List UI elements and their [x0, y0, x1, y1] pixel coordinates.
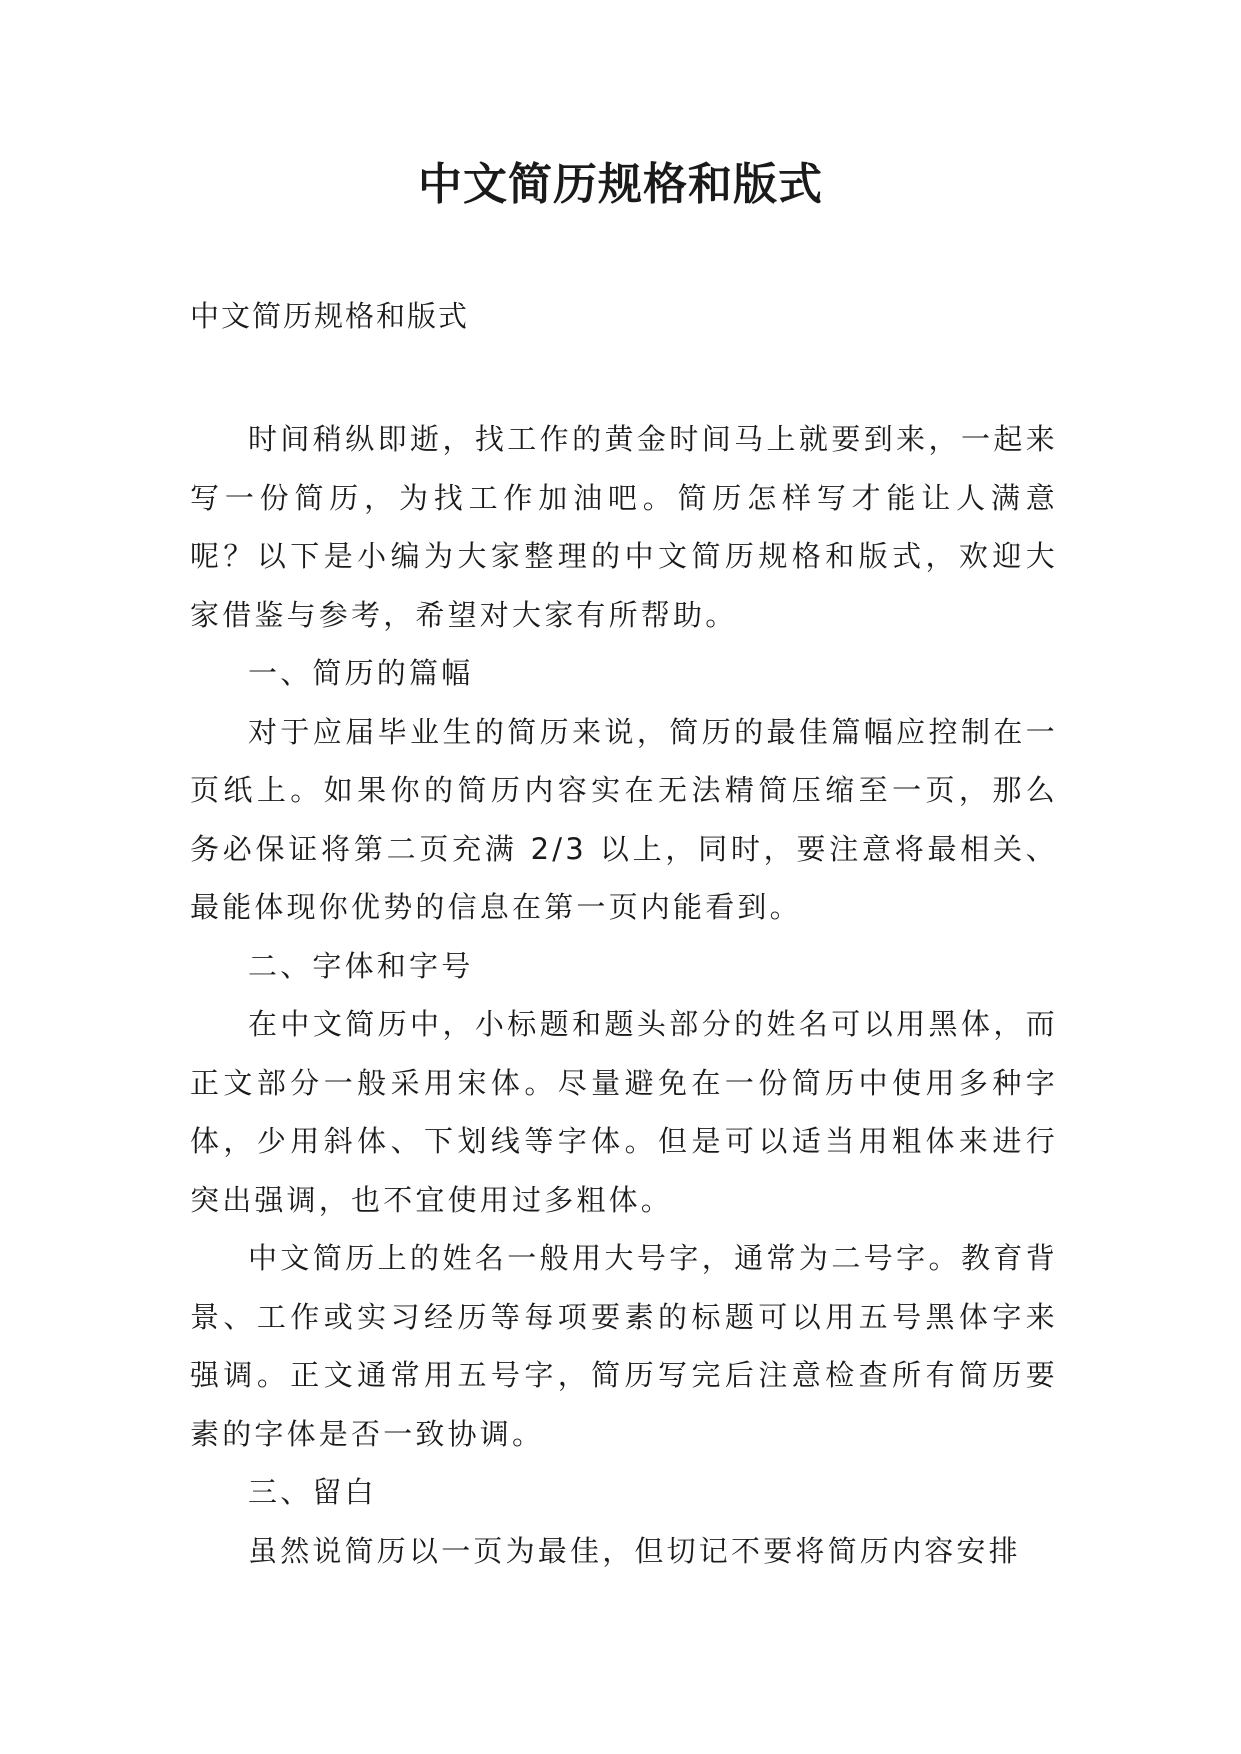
whitespace-paragraph: 虽然说简历以一页为最佳，但切记不要将简历内容安排 [248, 1533, 1021, 1568]
intro-paragraph: 时间稍纵即逝，找工作的黄金时间马上就要到来，一起来写一份简历，为找工作加油吧。简历怎样写才能让人满意呢？以下是小编为大家整理的中文简历规格和版式，欢迎大家借鉴与参考，希望对大家有所帮助。 [190, 422, 1058, 632]
length-paragraph: 对于应届毕业生的简历来说，简历的最佳篇幅应控制在一页纸上。如果你的简历内容实在无法精简压缩至一页，那么务必保证将第二页充满 2/3 以上，同时，要注意将最相关、最能体现你优势的信息在第一页内能看到。 [190, 714, 1058, 924]
fonts-paragraph: 在中文简历中，小标题和题头部分的姓名可以用黑体，而正文部分一般采用宋体。尽量避免在一份简历中使用多种字体，少用斜体、下划线等字体。但是可以适当用粗体来进行突出强调，也不宜使用过多粗体。 [190, 1007, 1058, 1217]
document-title: 中文简历规格和版式 [418, 159, 823, 210]
section-heading-whitespace: 三、留白 [248, 1475, 377, 1509]
document-body [190, 410, 1058, 1580]
document-subtitle: 中文简历规格和版式 [190, 299, 470, 333]
section-heading-length: 一、简历的篇幅 [248, 656, 474, 690]
font-size-paragraph: 中文简历上的姓名一般用大号字，通常为二号字。教育背景、工作或实习经历等每项要素的标题可以用五号黑体字来强调。正文通常用五号字，简历写完后注意检查所有简历要素的字体是否一致协调。 [190, 1241, 1058, 1451]
section-heading-fonts: 二、字体和字号 [248, 948, 474, 983]
